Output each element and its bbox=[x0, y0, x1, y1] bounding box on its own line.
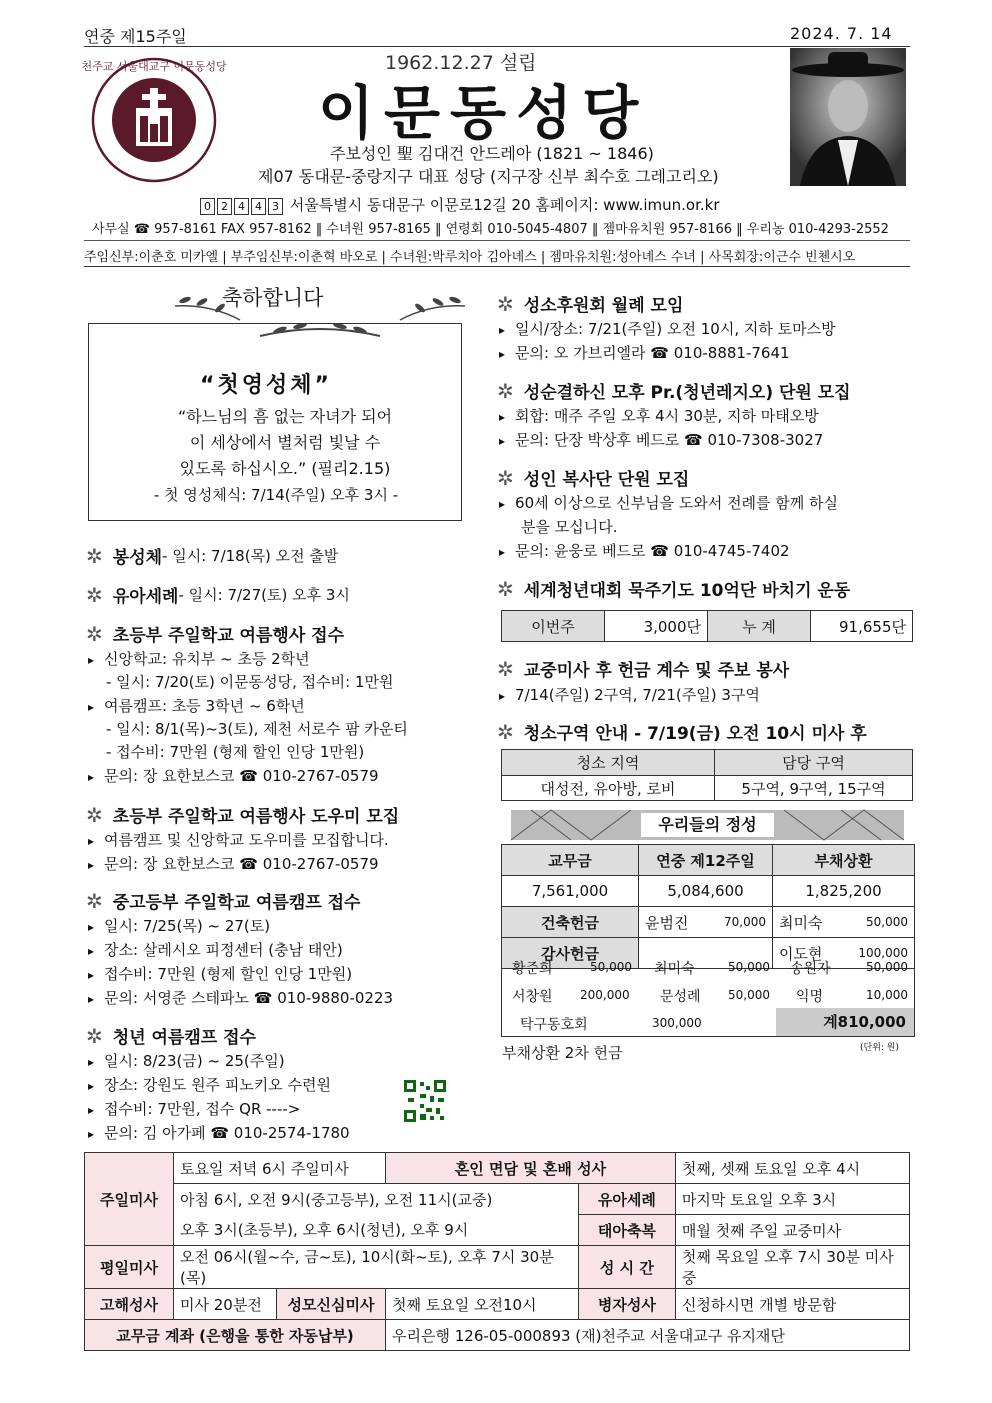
star-icon: ✲ bbox=[497, 656, 514, 681]
divider bbox=[84, 266, 910, 267]
cleaning-table bbox=[501, 749, 913, 801]
table-cell: 100,000 bbox=[840, 938, 915, 969]
donor-name: 송원자 bbox=[790, 961, 831, 977]
congrats-label: 축하합니다 bbox=[222, 286, 324, 310]
list-item: - 일시: 8/1(목)~3(토), 제천 서로수 팜 카운티 bbox=[106, 720, 408, 738]
table-cell: 70,000 bbox=[706, 907, 772, 938]
table-cell: 태아축복 bbox=[578, 1215, 675, 1246]
section-heading: ✲ 초등부 주일학교 여름행사 접수 bbox=[86, 621, 345, 646]
section-heading: ✲ 성인 복사단 단원 모집 bbox=[497, 465, 690, 490]
list-item: ▸ 문의: 서영준 스테파노 ☎ 010-9880-0223 bbox=[88, 987, 393, 1008]
address bbox=[200, 194, 720, 215]
offering-names bbox=[501, 952, 915, 1037]
table-cell: 마지막 토요일 오후 3시 bbox=[675, 1184, 909, 1215]
donor-amount: 10,000 bbox=[866, 988, 908, 1002]
list-item: ▸ 회합: 매주 주일 오후 4시 30분, 지하 마태오방 bbox=[499, 405, 819, 426]
seal-text: 천주교 서울대교구 이문동성당 bbox=[81, 60, 227, 73]
list-item: ▸ 문의: 김 아가페 ☎ 010-2574-1780 bbox=[88, 1122, 350, 1143]
address-text: 서울특별시 동대문구 이문로12길 20 홈페이지: www.imun.or.kr bbox=[289, 196, 720, 214]
debt-note: 부채상환 2차 헌금 bbox=[502, 1044, 623, 1062]
table-cell: 오전 06시(월~수, 금~토), 10시(화~토), 오후 7시 30분(목) bbox=[174, 1246, 579, 1289]
table-cell: 최미숙 bbox=[773, 907, 840, 938]
list-item: ▸ 문의: 장 요한보스코 ☎ 010-2767-0579 bbox=[88, 765, 379, 786]
table-cell: 성모신심미사 bbox=[277, 1289, 386, 1320]
list-item: ▸ 접수비: 7만원 (형제 할인 인당 1만원) bbox=[88, 963, 352, 984]
table-cell: 7,561,000 bbox=[502, 876, 639, 907]
donor-name: 황준희 bbox=[512, 961, 553, 977]
donor-name: 익명 bbox=[796, 989, 824, 1005]
table-cell: 교무금 계좌 (은행을 통한 자동납부) bbox=[85, 1320, 386, 1351]
list-item: ▸ 여름캠프: 초등 3학년 ~ 6학년 bbox=[88, 695, 305, 716]
table-cell: 50,000 bbox=[840, 907, 915, 938]
table-cell: 이번주 bbox=[502, 611, 605, 642]
donor-name: 서창원 bbox=[512, 989, 553, 1005]
list-item: ▸ 문의: 윤웅로 베드로 ☎ 010-4745-7402 bbox=[499, 540, 790, 561]
table-cell bbox=[174, 1184, 579, 1246]
star-icon: ✲ bbox=[497, 719, 514, 744]
table-cell: 혼인 면담 및 혼배 성사 bbox=[386, 1153, 676, 1184]
church-seal-logo bbox=[81, 56, 227, 184]
table-cell: 윤범진 bbox=[639, 907, 707, 938]
section-heading: ✲ 교중미사 후 헌금 계수 및 주보 봉사 bbox=[497, 656, 790, 681]
list-item: ▸ 문의: 단장 박상후 베드로 ☎ 010-7308-3027 bbox=[499, 429, 823, 450]
table-cell: 건축헌금 bbox=[502, 907, 639, 938]
section-heading: ✲ 중고등부 주일학교 여름캠프 접수 bbox=[86, 888, 361, 913]
list-item: ▸ 7/14(주일) 2구역, 7/21(주일) 3구역 bbox=[499, 684, 760, 705]
list-item: ▸ 문의: 장 요한보스코 ☎ 010-2767-0579 bbox=[88, 853, 379, 874]
zip-digit: 2 bbox=[217, 198, 232, 215]
table-cell: 대성전, 유아방, 로비 bbox=[502, 776, 715, 801]
zip-digit: 4 bbox=[234, 198, 249, 215]
quote-line: “하느님의 흠 없는 자녀가 되어 bbox=[177, 407, 393, 426]
zip-digit: 3 bbox=[268, 198, 283, 215]
donor-amount: 300,000 bbox=[652, 1016, 702, 1030]
communion-schedule: - 첫 영성체식: 7/14(주일) 오후 3시 - bbox=[153, 486, 399, 504]
offering-total: 계810,000 bbox=[776, 1008, 914, 1036]
list-item: - 일시: 7/20(토) 이문동성당, 접수비: 1만원 bbox=[106, 673, 394, 691]
offering-banner bbox=[511, 810, 904, 840]
list-item: ▸ 신앙학교: 유치부 ~ 초등 2학년 bbox=[88, 648, 310, 669]
table-cell: 청소 지역 bbox=[502, 750, 715, 776]
divider bbox=[84, 46, 910, 47]
offering-table bbox=[501, 844, 915, 969]
sunday-mass-line: 오후 3시(초등부), 오후 6시(청년), 오후 9시 bbox=[180, 1220, 469, 1239]
list-item: ▸ 60세 이상으로 신부님을 도와서 전례를 함께 하실 bbox=[499, 492, 838, 513]
table-cell: 토요일 저녁 6시 주일미사 bbox=[174, 1153, 386, 1184]
divider bbox=[84, 240, 910, 241]
zip-digit: 0 bbox=[200, 198, 215, 215]
star-icon: ✲ bbox=[497, 378, 514, 403]
table-cell: 고해성사 bbox=[85, 1289, 174, 1320]
list-item: ▸ 일시: 8/23(금) ~ 25(주일) bbox=[88, 1050, 285, 1071]
banner-title: 우리들의 정성 bbox=[641, 813, 774, 837]
table-cell: 평일미사 bbox=[85, 1246, 174, 1289]
list-item: ▸ 장소: 강원도 원주 피노키오 수련원 bbox=[88, 1074, 331, 1095]
table-cell: 이도현 bbox=[773, 938, 840, 969]
patron-saint: 주보성인 聖 김대건 안드레아 (1821 ~ 1846) bbox=[330, 144, 654, 163]
list-item: ▸ 접수비: 7만원, 접수 QR ----> bbox=[88, 1098, 300, 1119]
table-cell: 1,825,200 bbox=[773, 876, 915, 907]
star-icon: ✲ bbox=[497, 465, 514, 490]
table-cell: 병자성사 bbox=[578, 1289, 675, 1320]
table-cell: 우리은행 126-05-000893 (재)천주교 서울대교구 유지재단 bbox=[386, 1320, 910, 1351]
table-cell: 91,655단 bbox=[811, 611, 913, 642]
parish-info: 제07 동대문-중랑지구 대표 성당 (지구장 신부 최수호 그레고리오) bbox=[258, 167, 719, 186]
table-cell: 누 계 bbox=[708, 611, 811, 642]
list-item: ▸ 여름캠프 및 신앙학교 도우미를 모집합니다. bbox=[88, 829, 389, 850]
star-icon: ✲ bbox=[497, 576, 514, 601]
staff-list: 주임신부:이춘호 미카엘 | 부주임신부:이춘혁 바오로 | 수녀원:박루치아 김아녜스 | 젬마유치원:성아녜스 수녀 | 사목회장:이근수 빈첸시오 bbox=[84, 250, 856, 265]
table-cell: 연중 제12주일 bbox=[639, 845, 773, 876]
section-heading: ✲ 초등부 주일학교 여름행사 도우미 모집 bbox=[86, 802, 400, 827]
date-label: 2024. 7. 14 bbox=[790, 24, 893, 43]
table-cell: 유아세례 bbox=[578, 1184, 675, 1215]
table-cell: 5구역, 9구역, 15구역 bbox=[715, 776, 913, 801]
table-cell: 담당 구역 bbox=[715, 750, 913, 776]
saint-portrait-image bbox=[790, 48, 906, 186]
section-heading: ✲ 청년 여름캠프 접수 bbox=[86, 1023, 256, 1048]
list-item: ▸ 일시/장소: 7/21(주일) 오전 10시, 지하 토마스방 bbox=[499, 318, 836, 339]
donor-amount: 50,000 bbox=[590, 960, 632, 974]
table-cell: 5,084,600 bbox=[639, 876, 773, 907]
list-item: 분을 모십니다. bbox=[521, 518, 618, 536]
quote-line: 이 세상에서 별처럼 빛날 수 bbox=[189, 433, 381, 452]
scripture-quote bbox=[110, 404, 460, 482]
sunday-mass-line: 아침 6시, 오전 9시(중고등부), 오전 11시(교중) bbox=[180, 1190, 493, 1209]
table-cell: 매월 첫째 주일 교중미사 bbox=[675, 1215, 909, 1246]
star-icon: ✲ bbox=[86, 582, 103, 607]
table-cell: 첫째 목요일 오후 7시 30분 미사 중 bbox=[675, 1246, 909, 1289]
donor-name: 최미숙 bbox=[654, 961, 695, 977]
quote-line: 있도록 하십시오.” (필리2.15) bbox=[179, 459, 391, 478]
table-cell: 성 시 간 bbox=[578, 1246, 675, 1289]
section-heading: ✲ 청소구역 안내 - 7/19(금) 오전 10시 미사 후 bbox=[497, 719, 867, 744]
table-cell: 교무금 bbox=[502, 845, 639, 876]
section-heading: ✲ 성소후원회 월례 모임 bbox=[497, 291, 684, 316]
star-icon: ✲ bbox=[86, 802, 103, 827]
table-cell: 주일미사 bbox=[85, 1153, 174, 1246]
section-heading: ✲ 성순결하신 모후 Pr.(청년레지오) 단원 모집 bbox=[497, 378, 851, 403]
list-item: - 접수비: 7만원 (형제 할인 인당 1만원) bbox=[106, 743, 365, 761]
first-communion-title: “첫영성체” bbox=[200, 373, 332, 398]
section-heading: ✲ 유아세례 - 일시: 7/27(토) 오후 3시 bbox=[86, 582, 350, 607]
list-item: ▸ 장소: 살레시오 피정센터 (충남 태안) bbox=[88, 939, 343, 960]
donor-amount: 50,000 bbox=[728, 988, 770, 1002]
table-cell: 신청하시면 개별 방문함 bbox=[675, 1289, 909, 1320]
section-heading: ✲ 세계청년대회 묵주기도 10억단 바치기 운동 bbox=[497, 576, 851, 601]
table-cell: 미사 20분전 bbox=[174, 1289, 277, 1320]
donor-name: 탁구동호회 bbox=[520, 1017, 588, 1033]
star-icon: ✲ bbox=[86, 543, 103, 568]
star-icon: ✲ bbox=[86, 621, 103, 646]
list-item: ▸ 일시: 7/25(목) ~ 27(토) bbox=[88, 915, 270, 936]
table-cell: 첫째 토요일 오전10시 bbox=[386, 1289, 579, 1320]
donor-name: 문성례 bbox=[660, 989, 701, 1005]
donor-amount: 200,000 bbox=[580, 988, 630, 1002]
star-icon: ✲ bbox=[86, 888, 103, 913]
week-label: 연중 제15주일 bbox=[84, 27, 187, 46]
table-cell: 감사헌금 bbox=[502, 938, 639, 969]
phone-list: 사무실 ☎ 957-8161 FAX 957-8162 ‖ 수녀원 957-8165 ‖ 연령회 010-5045-4807 ‖ 젬마유치원 957-8166 ‖ 우리농 010-4293-2552 bbox=[92, 222, 889, 237]
qr-code-icon[interactable] bbox=[402, 1078, 448, 1124]
unit-note: (단위: 원) bbox=[860, 1043, 899, 1053]
star-icon: ✲ bbox=[86, 1023, 103, 1048]
donor-amount: 50,000 bbox=[728, 960, 770, 974]
list-item: ▸ 문의: 오 가브리엘라 ☎ 010-8881-7641 bbox=[499, 342, 790, 363]
section-heading: ✲ 봉성체 - 일시: 7/18(목) 오전 출발 bbox=[86, 543, 339, 568]
donor-amount: 50,000 bbox=[866, 960, 908, 974]
established-date: 1962.12.27 설립 bbox=[385, 52, 537, 74]
star-icon: ✲ bbox=[497, 291, 514, 316]
mass-schedule-table bbox=[84, 1152, 910, 1351]
table-cell: 3,000단 bbox=[605, 611, 708, 642]
zip-digit: 4 bbox=[251, 198, 266, 215]
rosary-table bbox=[501, 610, 913, 642]
table-cell: 부채상환 bbox=[773, 845, 915, 876]
table-cell: 첫째, 셋째 토요일 오후 4시 bbox=[675, 1153, 909, 1184]
page-title: 이문동성당 bbox=[318, 79, 649, 147]
